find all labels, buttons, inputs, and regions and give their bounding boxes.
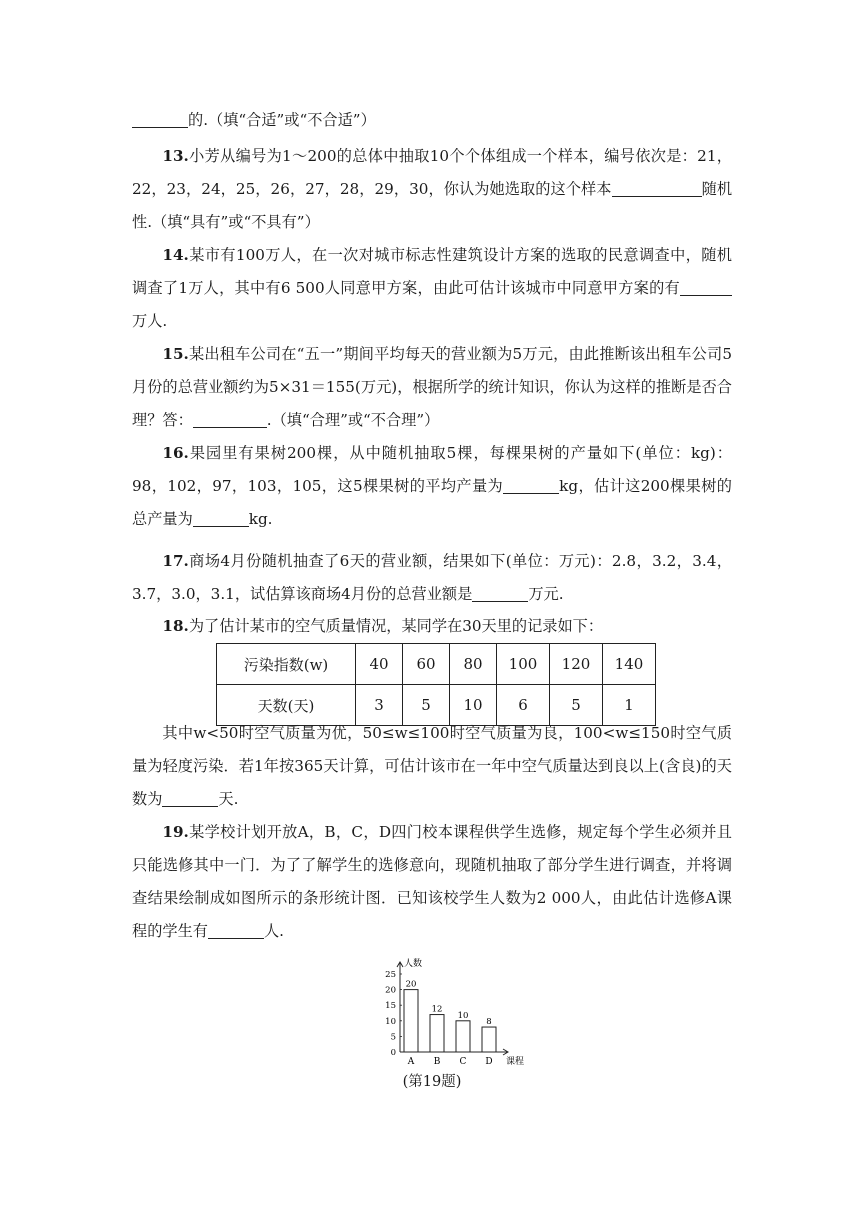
- question-number: 14.: [162, 246, 189, 264]
- table-cell: 60: [403, 644, 450, 685]
- x-tick-label: A: [407, 1057, 415, 1067]
- pollution-table: [216, 643, 656, 726]
- question-text: 为了估计某市的空气质量情况，某同学在30天里的记录如下：: [188, 617, 604, 635]
- y-tick-label: 15: [385, 1001, 396, 1012]
- bar-value-label: 20: [405, 979, 417, 990]
- q12-tail: [132, 104, 732, 137]
- question-text: 人.: [263, 922, 284, 940]
- table-cell: 6: [497, 685, 550, 726]
- question-18: [132, 610, 732, 643]
- bar-chart-figure: [360, 948, 540, 1068]
- x-tick-label: D: [485, 1057, 493, 1067]
- question-14: [132, 239, 732, 338]
- question-text: 万元.: [528, 585, 564, 603]
- table-cell: 80: [450, 644, 497, 685]
- bar-c: [456, 1021, 470, 1052]
- question-text: 万人.: [132, 312, 168, 330]
- question-text: 某学校计划开放A，B，C，D四门校本课程供学生选修，规定每个学生必须并且只能选修其中一门．为了了解学生的选修意向，现随机抽取了部分学生进行调查，并将调查结果绘制成如图所示的条形统计图．已知该校学生人数为2 000人，由此估计选修A课程的学生有: [132, 823, 732, 940]
- x-tick-label: C: [459, 1057, 467, 1067]
- bar-value-label: 10: [457, 1010, 469, 1021]
- table-cell: 100: [497, 644, 550, 685]
- bar-a: [404, 990, 418, 1052]
- question-number: 15.: [162, 345, 189, 363]
- question-text: .（填“合理”或“不合理”）: [266, 411, 440, 429]
- table-cell: 5: [550, 685, 603, 726]
- table-cell: 1: [603, 685, 656, 726]
- question-text: 其中w<50时空气质量为优，50≤w≤100时空气质量为良，100<w≤150时空气质量为轻度污染．若1年按365天计算，可估计该市在一年中空气质量达到良以上(含良)的天数为: [132, 724, 732, 808]
- answer-blank: [208, 923, 264, 939]
- y-axis-label: 人数: [404, 959, 423, 969]
- answer-blank: [193, 412, 267, 428]
- question-text: kg.: [248, 510, 273, 528]
- x-axis-label: 课程: [506, 1057, 525, 1067]
- answer-blank: [472, 586, 528, 602]
- question-number: 13.: [162, 147, 189, 165]
- y-tick-label: 20: [385, 985, 396, 996]
- answer-blank: [680, 280, 732, 296]
- question-number: 19.: [162, 823, 189, 841]
- question-13: [132, 140, 732, 239]
- answer-blank: [132, 112, 188, 128]
- table-cell: 10: [450, 685, 497, 726]
- question-16: [132, 437, 732, 536]
- x-tick-label: B: [433, 1057, 441, 1067]
- y-tick-label: 5: [390, 1032, 396, 1043]
- question-number: 16.: [162, 444, 189, 462]
- question-text: 小芳从编号为1～200的总体中抽取10个个体组成一个样本，编号依次是：21，22，23，24，25，26，27，28，29，30，你认为她选取的这个样本: [132, 147, 732, 198]
- question-number: 18.: [162, 617, 189, 635]
- answer-blank: [162, 791, 218, 807]
- table-cell: 5: [403, 685, 450, 726]
- table-cell: 3: [356, 685, 403, 726]
- answer-blank: [503, 478, 559, 494]
- question-text: 天.: [218, 790, 239, 808]
- y-tick-label: 10: [385, 1016, 396, 1027]
- question-text: 商场4月份随机抽查了6天的营业额，结果如下(单位：万元)：2.8，3.2，3.4，3.7，3.0，3.1，试估算该商场4月份的总营业额是: [132, 552, 732, 603]
- bar-b: [430, 1015, 444, 1052]
- answer-blank: [193, 511, 249, 527]
- table-row: [217, 644, 656, 685]
- table-cell: 140: [603, 644, 656, 685]
- y-tick-label: 0: [390, 1048, 396, 1058]
- table-cell: 40: [356, 644, 403, 685]
- question-text: kg，估计这200棵果树的总产量为: [132, 477, 732, 528]
- table-cell: 120: [550, 644, 603, 685]
- question-19: [132, 816, 732, 948]
- answer-blank: [612, 181, 702, 197]
- table-header-cell: 天数(天): [217, 685, 356, 726]
- question-text: 果园里有果树200棵，从中随机抽取5棵，每棵果树的产量如下(单位：kg)：98，102，97，103，105，这5棵果树的平均产量为: [132, 444, 732, 495]
- bar-d: [482, 1027, 496, 1052]
- bar-value-label: 12: [431, 1004, 443, 1015]
- question-17: [132, 545, 732, 611]
- question-18-continued: [132, 717, 732, 816]
- bar-value-label: 8: [486, 1017, 492, 1028]
- q12-tail-text: 的.（填“合适”或“不合适”）: [188, 111, 376, 129]
- table-header-cell: 污染指数(w): [217, 644, 356, 685]
- question-text: 某市有100万人，在一次对城市标志性建筑设计方案的选取的民意调查中，随机调查了1万人，其中有6 500人同意甲方案，由此可估计该城市中同意甲方案的有: [132, 246, 732, 297]
- question-text: 随机性.（填“具有”或“不具有”）: [132, 180, 732, 231]
- question-number: 17.: [162, 552, 189, 570]
- question-text: 某出租车公司在“五一”期间平均每天的营业额为5万元，由此推断该出租车公司5月份的总营业额约为5×31＝155(万元)，根据所学的统计知识，你认为这样的推断是否合理？答：: [132, 345, 732, 429]
- figure-caption: (第19题): [402, 1074, 462, 1090]
- y-tick-label: 25: [385, 970, 396, 980]
- question-15: [132, 338, 732, 437]
